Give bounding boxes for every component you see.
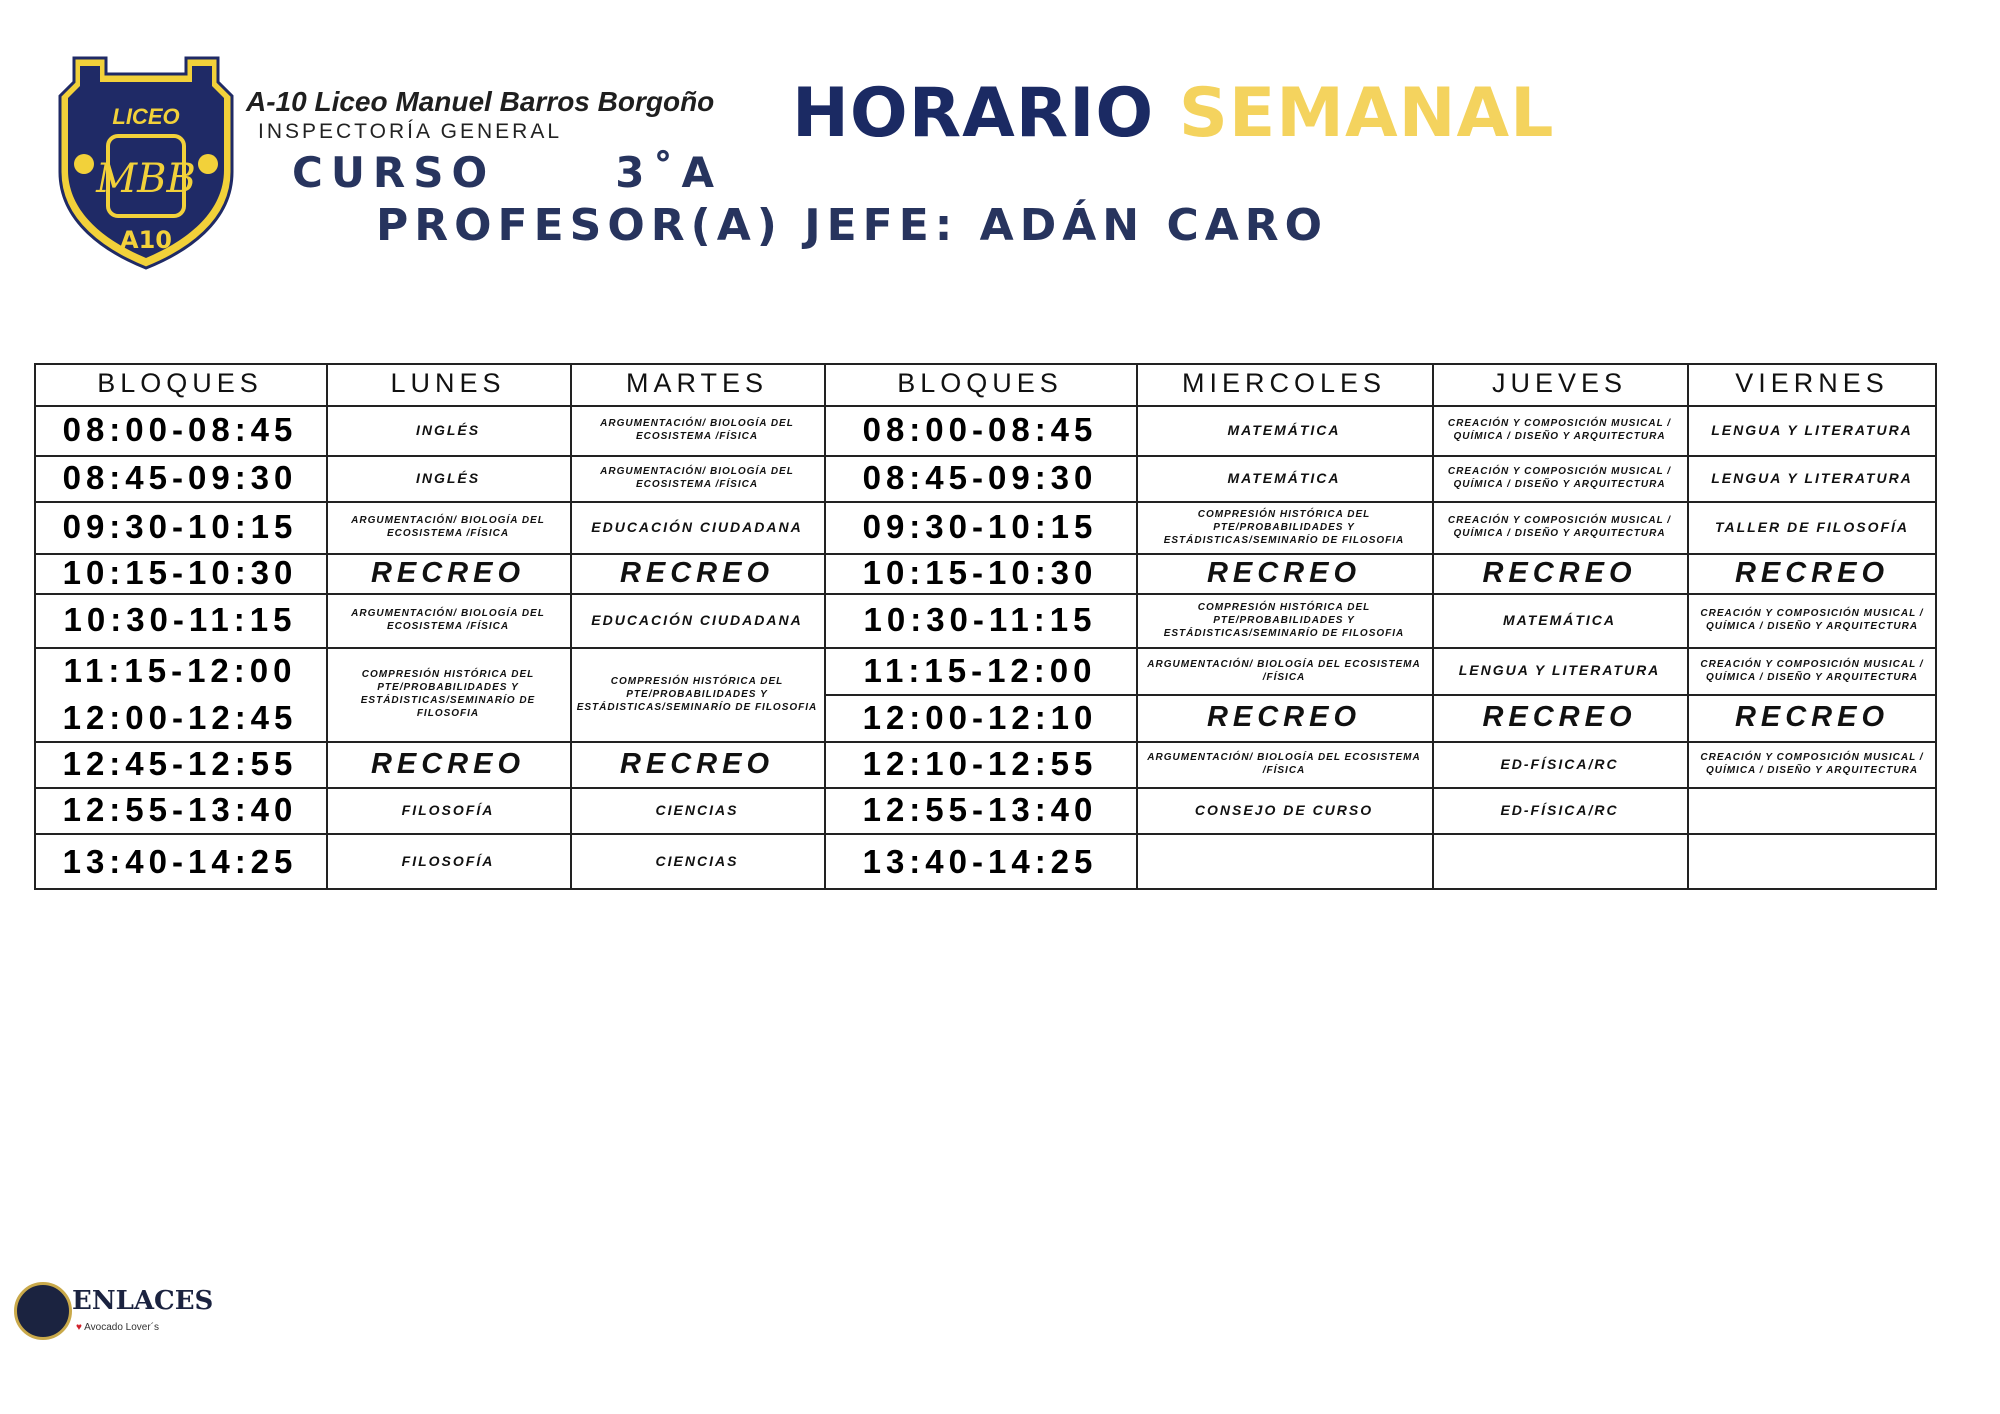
miercoles-cell: MATEMÁTICA [1227, 469, 1341, 486]
lunes-cell: INGLÉS [415, 469, 481, 486]
schedule-table [34, 363, 1937, 890]
lunes-cell: INGLÉS [415, 421, 481, 438]
viernes-cell: CREACIÓN Y COMPOSICIÓN MUSICAL / QUÍMICA / DISEÑO Y ARQUITECTURA [1700, 658, 1924, 683]
martes-cell: ARGUMENTACIÓN/ BIOLOGÍA DEL ECOSISTEMA /FÍSICA [600, 466, 794, 490]
lunes-cell: RECREO [370, 747, 526, 780]
miercoles-cell: RECREO [1206, 701, 1362, 734]
enlaces-tagline [76, 1322, 159, 1333]
time-block-right: 13:40-14:25 [862, 842, 1098, 880]
lion-badge-icon [14, 1282, 72, 1340]
course-label: CURSO [292, 148, 496, 197]
viernes-cell: CREACIÓN Y COMPOSICIÓN MUSICAL / QUÍMICA / DISEÑO Y ARQUITECTURA [1700, 608, 1924, 632]
miercoles-cell: COMPRESIÓN HISTÓRICA DEL PTE/PROBABILIDADES Y ESTÁDISTICAS/SEMINARÍO DE FILOSOFIA [1163, 508, 1405, 546]
time-block-right: 11:15-12:00 [863, 651, 1097, 689]
miercoles-cell: ARGUMENTACIÓN/ BIOLOGÍA DEL ECOSISTEMA /FÍSICA [1147, 658, 1421, 683]
grid-line [570, 363, 572, 890]
viernes-cell: LENGUA Y LITERATURA [1711, 469, 1913, 486]
grid-line [824, 363, 826, 890]
jueves-cell: ED-FÍSICA/RC [1500, 755, 1619, 772]
grid-line [1935, 363, 1937, 890]
title-word-horario: HORARIO [792, 74, 1155, 153]
header-lunes: LUNES [390, 368, 506, 399]
grid-line [34, 888, 1937, 890]
viernes-cell: LENGUA Y LITERATURA [1711, 421, 1913, 438]
time-block-left: 12:55-13:40 [62, 791, 298, 829]
time-block-right: 12:10-12:55 [862, 745, 1098, 783]
svg-text:MBB: MBB [96, 156, 196, 202]
header-bloques-left: BLOQUES [97, 368, 263, 399]
svg-text:A10: A10 [120, 226, 172, 254]
lunes-cell: ARGUMENTACIÓN/ BIOLOGÍA DEL ECOSISTEMA /FÍSICA [351, 515, 545, 539]
title-word-semanal: SEMANAL [1178, 74, 1555, 153]
time-block-right: 10:15-10:30 [862, 555, 1098, 591]
time-block-left: 12:00-12:45 [62, 698, 298, 736]
school-name: A-10 Liceo Manuel Barros Borgoño [246, 86, 715, 117]
time-block-left: 09:30-10:15 [62, 508, 298, 546]
jueves-cell: MATEMÁTICA [1502, 611, 1617, 628]
header-jueves: JUEVES [1491, 368, 1628, 399]
grid-line [326, 363, 328, 890]
course-value: 3˚A [615, 148, 722, 197]
grid-line [1432, 363, 1434, 890]
time-block-right: 08:00-08:45 [862, 411, 1098, 449]
miercoles-cell: COMPRESIÓN HISTÓRICA DEL PTE/PROBABILIDADES Y ESTÁDISTICAS/SEMINARÍO DE FILOSOFIA [1163, 601, 1405, 639]
time-block-left: 10:15-10:30 [62, 555, 298, 591]
martes-cell: ARGUMENTACIÓN/ BIOLOGÍA DEL ECOSISTEMA /FÍSICA [600, 418, 794, 442]
grid-line [1136, 363, 1138, 890]
enlaces-brand: ENLACES [72, 1286, 214, 1316]
jueves-cell: RECREO [1482, 701, 1637, 734]
jueves-cell: CREACIÓN Y COMPOSICIÓN MUSICAL / QUÍMICA / DISEÑO Y ARQUITECTURA [1447, 418, 1672, 442]
lunes-cell: COMPRESIÓN HISTÓRICA DEL PTE/PROBABILIDADES Y ESTÁDISTICAS/SEMINARÍO DE FILOSOFIA [360, 669, 536, 719]
time-block-right: 12:00-12:10 [862, 698, 1098, 736]
head-teacher: PROFESOR(A) JEFE: ADÁN CARO [376, 200, 1329, 251]
martes-cell: CIENCIAS [655, 801, 739, 818]
time-block-left: 10:30-11:15 [63, 601, 297, 639]
time-block-left: 13:40-14:25 [62, 842, 298, 880]
time-block-right: 09:30-10:15 [862, 508, 1098, 546]
department-label: INSPECTORÍA GENERAL [258, 120, 563, 143]
martes-cell: CIENCIAS [655, 853, 739, 870]
course-line [292, 148, 722, 197]
header-miercoles: MIERCOLES [1181, 368, 1387, 399]
heart-icon: ♥ [76, 1322, 82, 1333]
time-block-left: 12:45-12:55 [62, 745, 298, 783]
grid-line [1687, 363, 1689, 890]
martes-cell: RECREO [619, 556, 775, 589]
viernes-cell: RECREO [1734, 556, 1890, 589]
time-block-right: 08:45-09:30 [862, 459, 1098, 497]
time-block-left: 11:15-12:00 [63, 651, 297, 689]
time-block-left: 08:00-08:45 [62, 411, 298, 449]
jueves-cell: RECREO [1482, 556, 1637, 589]
viernes-cell: TALLER DE FILOSOFÍA [1714, 518, 1910, 535]
viernes-cell [1690, 835, 1934, 888]
enlaces-logo [14, 1282, 214, 1352]
jueves-cell [1435, 835, 1684, 888]
lunes-cell: RECREO [370, 556, 526, 589]
header-martes: MARTES [625, 368, 769, 399]
lunes-cell: ARGUMENTACIÓN/ BIOLOGÍA DEL ECOSISTEMA /FÍSICA [351, 608, 545, 632]
time-block-right: 12:55-13:40 [862, 791, 1098, 829]
lunes-cell: FILOSOFÍA [401, 853, 495, 870]
miercoles-cell [1139, 835, 1429, 888]
martes-cell: RECREO [619, 747, 775, 780]
jueves-cell: CREACIÓN Y COMPOSICIÓN MUSICAL / QUÍMICA / DISEÑO Y ARQUITECTURA [1447, 515, 1672, 539]
time-block-left: 08:45-09:30 [62, 459, 298, 497]
miercoles-cell: MATEMÁTICA [1227, 421, 1341, 438]
martes-cell: EDUCACIÓN CIUDADANA [591, 518, 803, 535]
jueves-cell: CREACIÓN Y COMPOSICIÓN MUSICAL / QUÍMICA / DISEÑO Y ARQUITECTURA [1447, 466, 1672, 490]
miercoles-cell: CONSEJO DE CURSO [1194, 801, 1374, 818]
martes-cell: COMPRESIÓN HISTÓRICA DEL PTE/PROBABILIDADES Y ESTÁDISTICAS/SEMINARÍO DE FILOSOFIA [576, 675, 818, 713]
martes-cell: EDUCACIÓN CIUDADANA [591, 611, 803, 628]
jueves-cell: LENGUA Y LITERATURA [1458, 662, 1661, 679]
lunes-cell: FILOSOFÍA [401, 801, 495, 818]
school-crest-logo [56, 52, 236, 272]
miercoles-cell: ARGUMENTACIÓN/ BIOLOGÍA DEL ECOSISTEMA /FÍSICA [1147, 752, 1421, 776]
jueves-cell: ED-FÍSICA/RC [1500, 801, 1619, 818]
viernes-cell: CREACIÓN Y COMPOSICIÓN MUSICAL / QUÍMICA / DISEÑO Y ARQUITECTURA [1700, 752, 1924, 776]
header-viernes: VIERNES [1735, 368, 1889, 399]
header-bloques-right: BLOQUES [897, 368, 1063, 399]
tagline-text: Avocado Lover´s [84, 1322, 160, 1333]
viernes-cell [1690, 789, 1934, 831]
svg-text:LICEO: LICEO [112, 104, 180, 129]
time-block-right: 10:30-11:15 [863, 601, 1097, 639]
viernes-cell: RECREO [1734, 701, 1890, 734]
grid-line [34, 363, 36, 890]
page-title [792, 74, 1555, 153]
miercoles-cell: RECREO [1206, 556, 1362, 589]
